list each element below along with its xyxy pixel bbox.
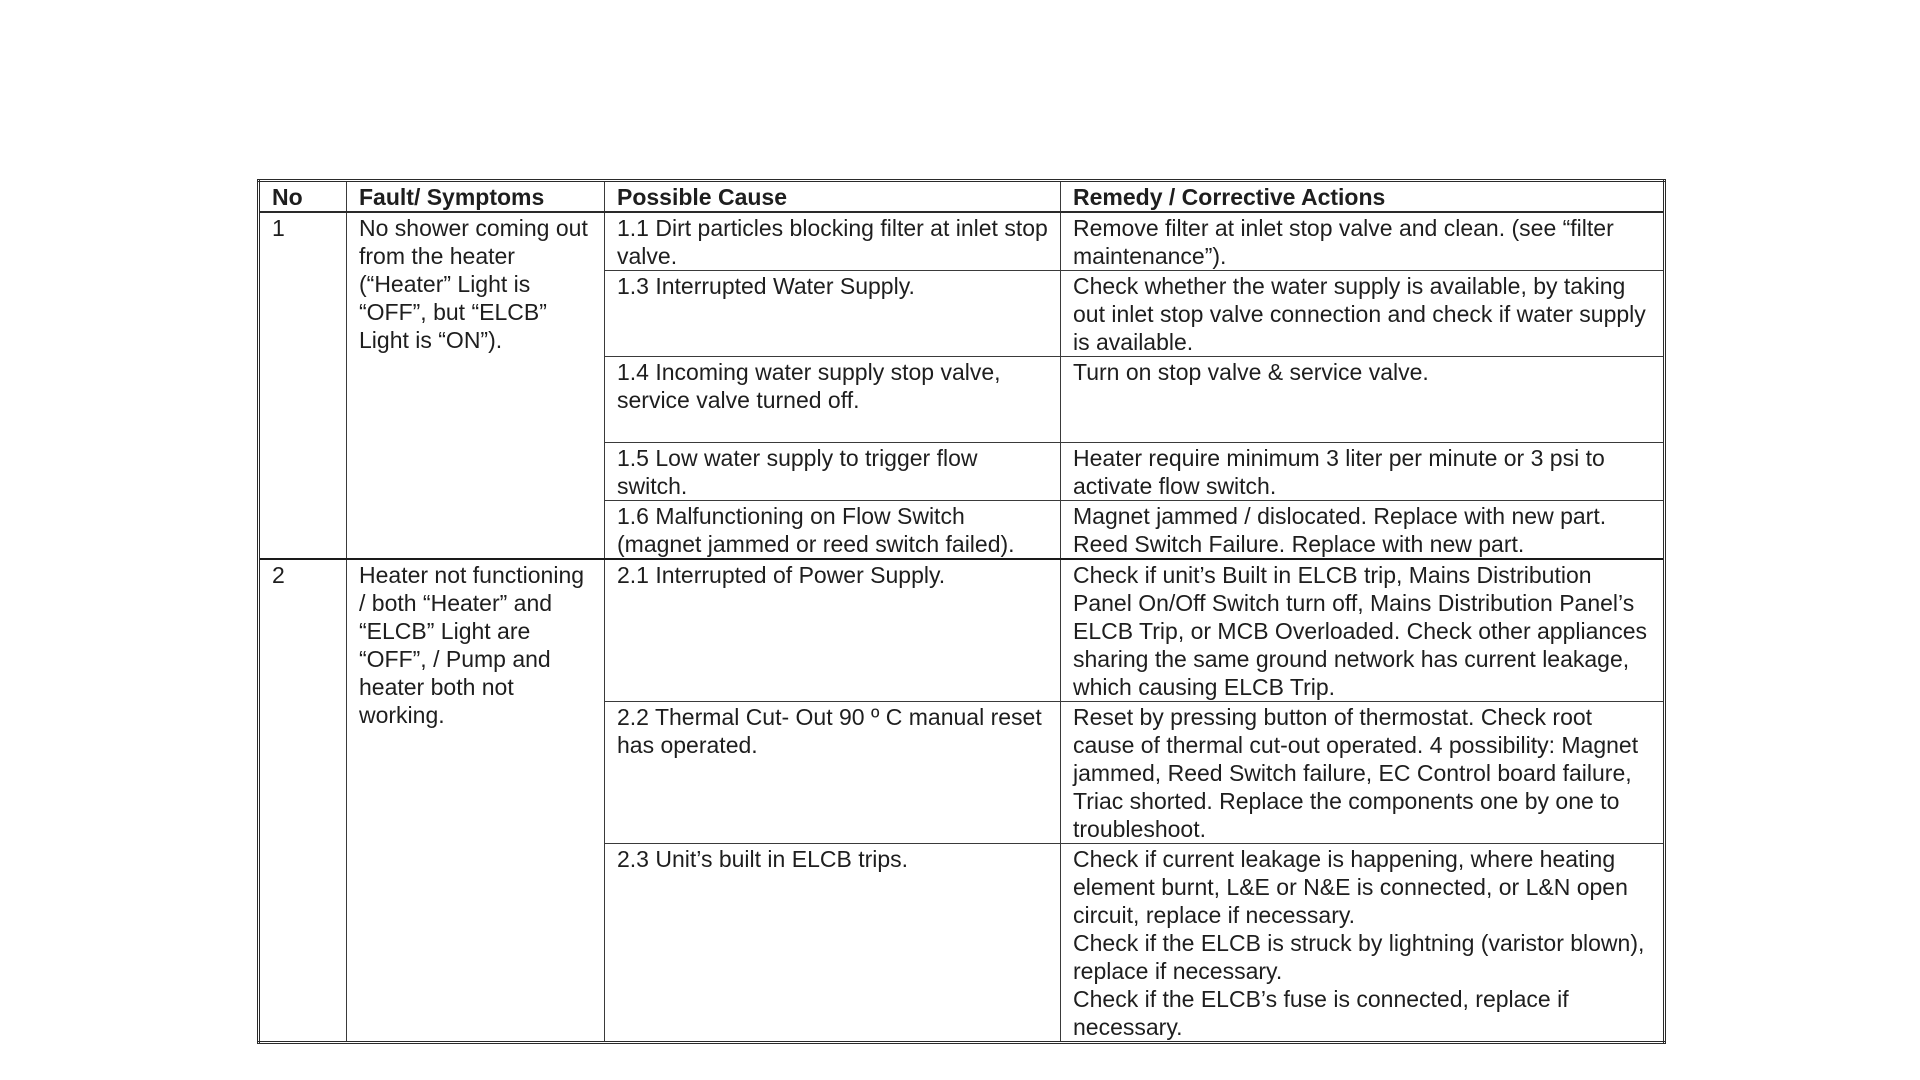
possible-cause: 2.2 Thermal Cut- Out 90 º C manual reset has operated. bbox=[605, 702, 1061, 844]
troubleshooting-table bbox=[257, 179, 1666, 1044]
header-possible-cause: Possible Cause bbox=[605, 181, 1061, 213]
fault-number: 2 bbox=[259, 559, 347, 1043]
header-no: No bbox=[259, 181, 347, 213]
table-header-row bbox=[259, 181, 1665, 213]
header-fault-symptoms: Fault/ Symptoms bbox=[347, 181, 605, 213]
possible-cause: 2.1 Interrupted of Power Supply. bbox=[605, 559, 1061, 702]
remedy-action: Check whether the water supply is available, by taking out inlet stop valve connection and check if water supply is available. bbox=[1061, 271, 1665, 357]
table-row bbox=[259, 212, 1665, 271]
fault-symptom: No shower coming out from the heater (“Heater” Light is “OFF”, but “ELCB” Light is “ON”). bbox=[347, 212, 605, 559]
remedy-action: Reset by pressing button of thermostat. Check root cause of thermal cut-out operated. 4 possibility: Magnet jammed, Reed Switch failure, EC Control board failure, Triac shorted. Replace the components one by one to troubleshoot. bbox=[1061, 702, 1665, 844]
possible-cause: 1.3 Interrupted Water Supply. bbox=[605, 271, 1061, 357]
table-row bbox=[259, 559, 1665, 702]
possible-cause: 2.3 Unit’s built in ELCB trips. bbox=[605, 844, 1061, 1043]
remedy-action: Check if unit’s Built in ELCB trip, Mains Distribution Panel On/Off Switch turn off, Mains Distribution Panel’s ELCB Trip, or MCB Overloaded. Check other appliances sharing the same ground network has current leakage, which causing ELCB Trip. bbox=[1061, 559, 1665, 702]
remedy-action: Turn on stop valve & service valve. bbox=[1061, 357, 1665, 443]
possible-cause: 1.1 Dirt particles blocking filter at inlet stop valve. bbox=[605, 212, 1061, 271]
remedy-action: Check if current leakage is happening, where heating element burnt, L&E or N&E is connected, or L&N open circuit, replace if necessary. Check if the ELCB is struck by lightning (varistor blown), replace if necessary. Check if the ELCB’s fuse is connected, replace if necessary. bbox=[1061, 844, 1665, 1043]
possible-cause: 1.6 Malfunctioning on Flow Switch (magnet jammed or reed switch failed). bbox=[605, 501, 1061, 560]
possible-cause: 1.4 Incoming water supply stop valve, service valve turned off. bbox=[605, 357, 1061, 443]
remedy-action: Remove filter at inlet stop valve and clean. (see “filter maintenance”). bbox=[1061, 212, 1665, 271]
header-remedy: Remedy / Corrective Actions bbox=[1061, 181, 1665, 213]
fault-number: 1 bbox=[259, 212, 347, 559]
remedy-action: Heater require minimum 3 liter per minute or 3 psi to activate flow switch. bbox=[1061, 443, 1665, 501]
possible-cause: 1.5 Low water supply to trigger flow switch. bbox=[605, 443, 1061, 501]
remedy-action: Magnet jammed / dislocated. Replace with new part. Reed Switch Failure. Replace with new part. bbox=[1061, 501, 1665, 560]
fault-symptom: Heater not functioning / both “Heater” and “ELCB” Light are “OFF”, / Pump and heater both not working. bbox=[347, 559, 605, 1043]
